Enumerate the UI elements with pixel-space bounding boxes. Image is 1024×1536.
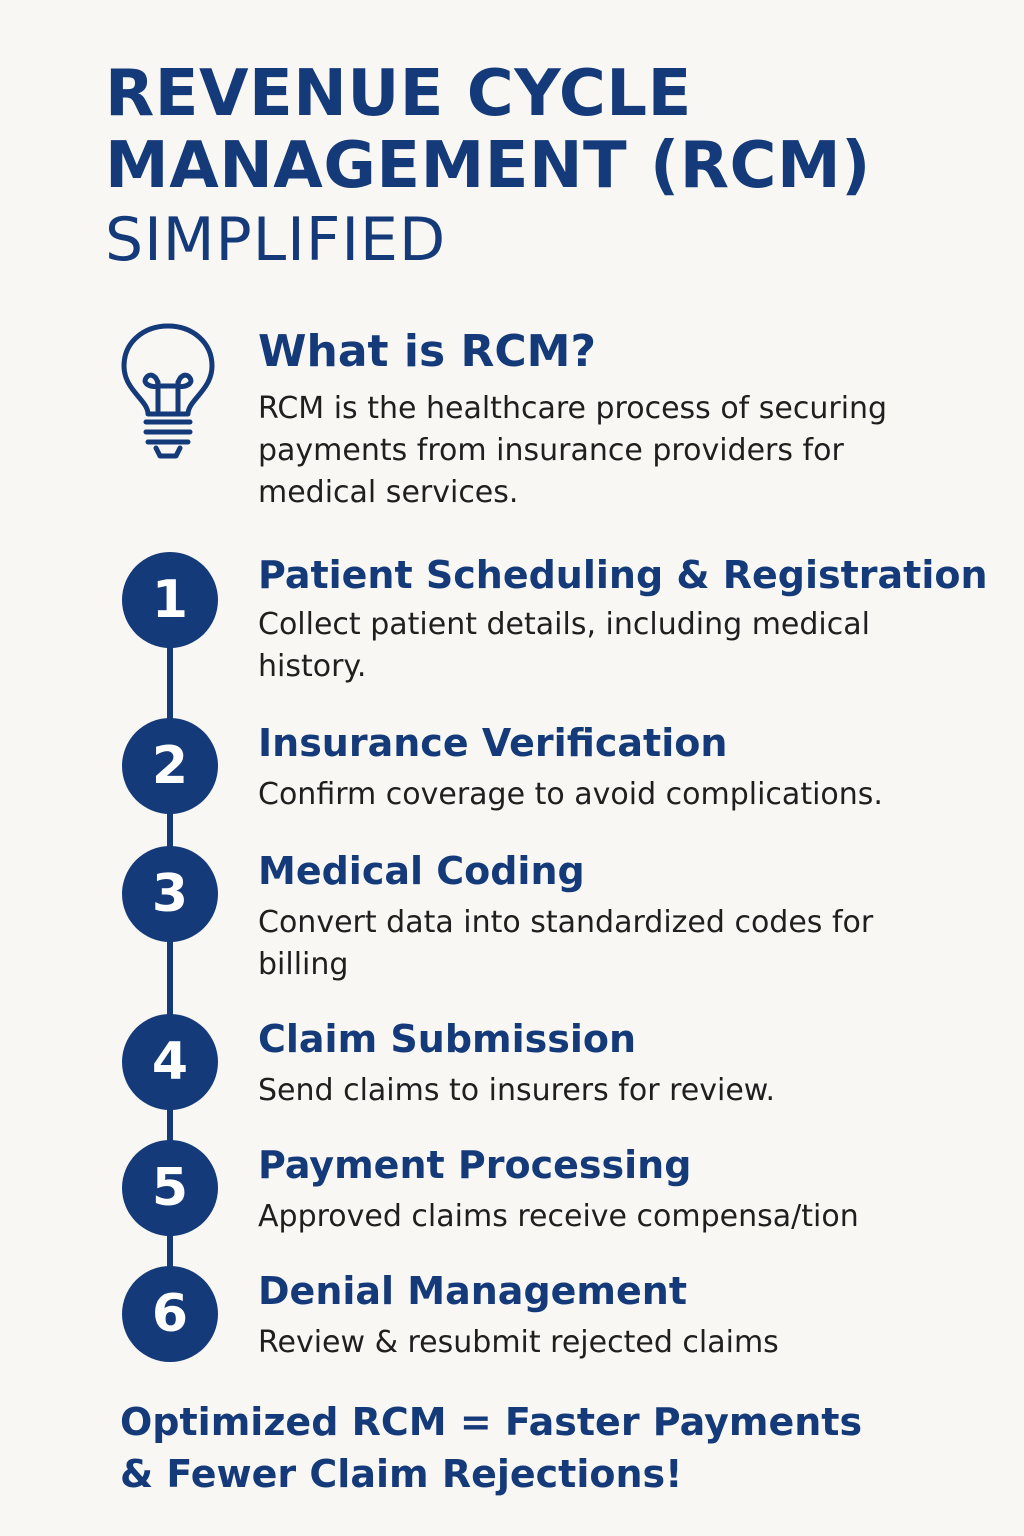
title-line-1: REVENUE CYCLE (105, 57, 692, 131)
step-number-badge: 1 (122, 552, 218, 648)
step-description: Confirm coverage to avoid complications. (258, 777, 883, 812)
step-description: Approved claims receive compensa/tion (258, 1199, 859, 1234)
step-number-badge: 5 (122, 1140, 218, 1236)
title-line-3: SIMPLIFIED (105, 205, 447, 275)
step-title: Payment Processing (258, 1143, 692, 1187)
title-line-2: MANAGEMENT (RCM) (105, 129, 871, 203)
footer-tagline (120, 1396, 980, 1500)
step-number-badge: 2 (122, 718, 218, 814)
step-description: Send claims to insurers for review. (258, 1073, 776, 1108)
intro-text: RCM is the healthcare process of securing payments from insurance providers for medical services. (258, 391, 888, 510)
lightbulb-icon (118, 322, 218, 462)
intro-heading: What is RCM? (258, 326, 596, 377)
step-title: Insurance Verification (258, 721, 728, 765)
step-number-badge: 3 (122, 846, 218, 942)
step-title: Patient Scheduling & Registration (258, 553, 988, 597)
step-description: Collect patient details, including medical history. (258, 607, 870, 684)
step-description: Review & resubmit rejected claims (258, 1325, 779, 1360)
footer-line-2: & Fewer Claim Rejections! (120, 1452, 683, 1496)
step-description: Convert data into standardized codes for billing (258, 905, 874, 982)
footer-line-1: Optimized RCM = Faster Payments (120, 1400, 863, 1444)
step-title: Denial Management (258, 1269, 688, 1313)
page-title (105, 58, 871, 278)
step-number-badge: 4 (122, 1014, 218, 1110)
step-title: Medical Coding (258, 849, 585, 893)
step-title: Claim Submission (258, 1017, 637, 1061)
step-number-badge: 6 (122, 1266, 218, 1362)
